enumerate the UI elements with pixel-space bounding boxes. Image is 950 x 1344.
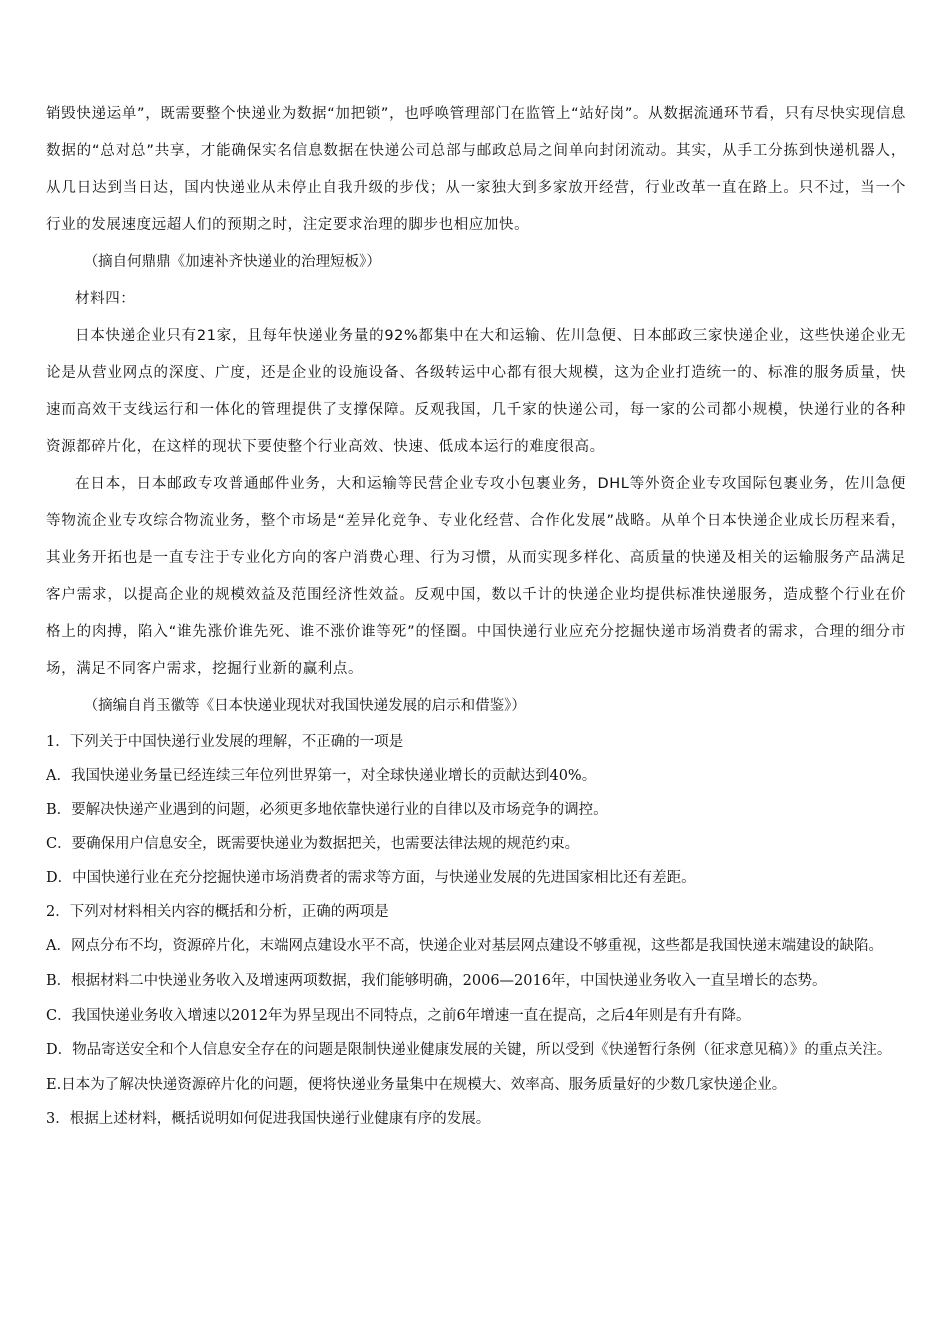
question-2-option-b: B．根据材料二中快递业务收入及增速两项数据，我们能够明确，2006—2016年，中国快递业务收入一直呈增长的态势。 [46,973,827,989]
question-2-option-c: C．我国快递业务收入增速以2012年为界呈现出不同特点，之前6年增速一直在提高，之后4年则是有升有降。 [46,1008,751,1024]
question-1-option-b: B．要解决快递产业遇到的问题，必须更多地依靠快递行业的自律以及市场竞争的调控。 [46,802,608,818]
question-2-stem: 2．下列对材料相关内容的概括和分析，正确的两项是 [46,904,389,920]
question-1-option-c: C．要确保用户信息安全，既需要快递业为数据把关，也需要法律法规的规范约束。 [46,836,580,852]
question-1-option-a: A．我国快递业务量已经连续三年位列世界第一，对全球快递业增长的贡献达到40%。 [46,768,597,784]
question-3-stem: 3．根据上述材料，概括说明如何促进我国快递行业健康有序的发展。 [46,1111,491,1127]
material4-heading: 材料四： [75,291,136,307]
material4-source: （摘编自肖玉徽等《日本快递业现状对我国快递发展的启示和借鉴》） [83,698,526,714]
question-2-option-d: D．物品寄送安全和个人信息安全存在的问题是限制快递业健康发展的关键，所以受到《快递暂行条例（征求意见稿）》的重点关注。 [46,1042,892,1058]
material3-paragraph-tail: 销毁快递运单”，既需要整个快递业为数据“加把锁”，也呼唤管理部门在监管上“站好岗”。从数据流通环节看，只有尽快实现信息数据的“总对总”共享，才能确保实名信息数据在快递公司总部与邮政总局之间单向封闭流动。其实，从手工分拣到快递机器人，从几日达到当日达，国内快递业从未停止自我升级的步伐；从一家独大到多家放开经营，行业改革一直在路上。只不过，当一个行业的发展速度远超人们的预期之时，注定要求治理的脚步也相应加快。 [46,106,906,233]
question-2-option-e: E.日本为了解决快递资源碎片化的问题，便将快递业务量集中在规模大、效率高、服务质量好的少数几家快递企业。 [46,1077,787,1093]
question-1-option-d: D．中国快递行业在充分挖掘快递市场消费者的需求等方面，与快递业发展的先进国家相比还有差距。 [46,870,696,886]
question-2-option-a: A．网点分布不均，资源碎片化，末端网点建设水平不高，快递企业对基层网点建设不够重视，这些都是我国快递末端建设的缺陷。 [46,938,883,954]
material4-paragraph-1: 日本快递企业只有21家，且每年快递业务量的92%都集中在大和运输、佐川急便、日本邮政三家快递企业，这些快递企业无论是从营业网点的深度、广度，还是企业的设施设备、各级转运中心都有很大规模，这为企业打造统一的、标准的服务质量，快速而高效干支线运行和一体化的管理提供了支撑保障。反观我国，几千家的快递公司，每一家的公司都小规模，快递行业的各种资源都碎片化，在这样的现状下要使整个行业高效、快速、低成本运行的难度很高。 [46,328,906,455]
question-1-stem: 1．下列关于中国快递行业发展的理解，不正确的一项是 [46,734,404,750]
material3-source: （摘自何鼎鼎《加速补齐快递业的治理短板》） [83,254,381,270]
material4-paragraph-2: 在日本，日本邮政专攻普通邮件业务，大和运输等民营企业专攻小包裹业务，DHL等外资企业专攻国际包裹业务，佐川急便等物流企业专攻综合物流业务，整个市场是“差异化竞争、专业化经营、合作化发展”战略。从单个日本快递企业成长历程来看，其业务开拓也是一直专注于专业化方向的客户消费心理、行为习惯，从而实现多样化、高质量的快递及相关的运输服务产品满足客户需求，以提高企业的规模效益及范围经济性效益。反观中国，数以千计的快递企业均提供标准快递服务，造成整个行业在价格上的肉搏，陷入“谁先涨价谁先死、谁不涨价谁等死”的怪圈。中国快递行业应充分挖掘快递市场消费者的需求，合理的细分市场，满足不同客户需求，挖掘行业新的赢利点。 [46,476,906,677]
